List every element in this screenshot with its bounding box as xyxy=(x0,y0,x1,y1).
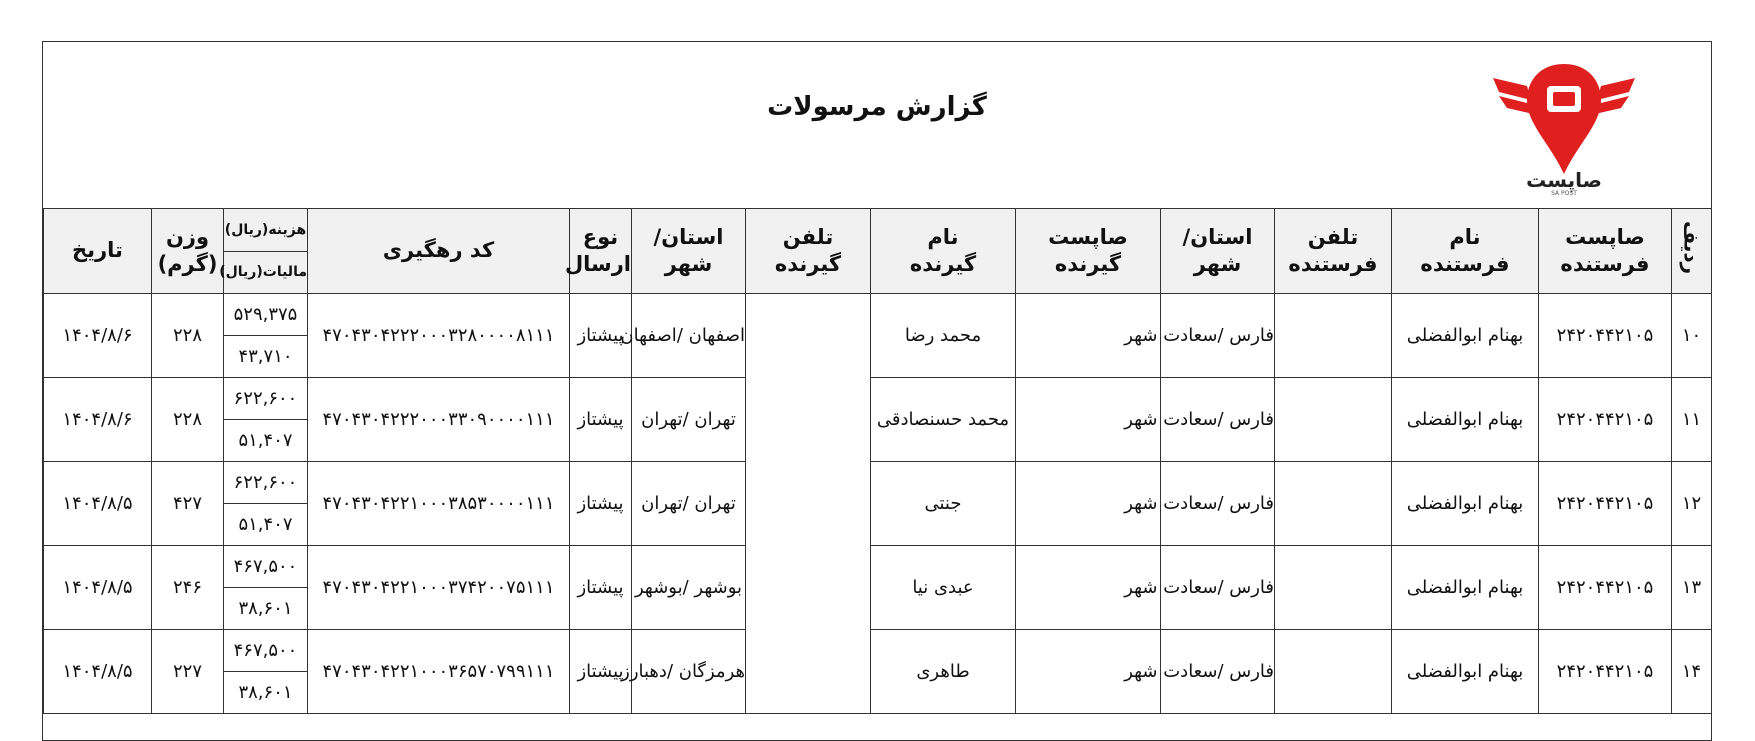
col-tracking: کد رهگیری xyxy=(308,209,570,294)
table-row xyxy=(44,378,1712,420)
cell-date: ۱۴۰۴/۸/۶ xyxy=(44,378,152,462)
cell-destination: تهران /تهران xyxy=(632,378,746,462)
cell-weight: ۲۴۶ xyxy=(152,546,224,630)
table-row xyxy=(44,630,1712,672)
cell-sender-phone xyxy=(1275,630,1392,714)
cell-date: ۱۴۰۴/۸/۶ xyxy=(44,294,152,378)
cell-sender-phone xyxy=(1275,546,1392,630)
cell-date: ۱۴۰۴/۸/۵ xyxy=(44,546,152,630)
col-send-type: نوع ارسال xyxy=(570,209,632,294)
cell-row-no: ۱۱ xyxy=(1672,378,1712,462)
report-frame xyxy=(42,41,1712,741)
cell-cost: ۵۲۹,۳۷۵ xyxy=(224,294,308,336)
table-header-row xyxy=(44,209,1712,294)
col-date: تاریخ xyxy=(44,209,152,294)
cell-destination: تهران /تهران xyxy=(632,462,746,546)
logo-wordmark: صاپست xyxy=(1526,168,1602,192)
col-receiver-phone: تلفن گیرنده xyxy=(746,209,871,294)
cell-receiver-name: جنتی xyxy=(871,462,1016,546)
col-sender-phone: تلفن فرستنده xyxy=(1275,209,1392,294)
col-row-no: ردیف xyxy=(1672,209,1712,294)
cell-tax: ۵۱,۴۰۷ xyxy=(224,504,308,546)
cell-sender-name: بهنام ابوالفضلی xyxy=(1392,546,1539,630)
cell-row-no: ۱۴ xyxy=(1672,630,1712,714)
cell-cost: ۶۲۲,۶۰۰ xyxy=(224,378,308,420)
col-cost-tax xyxy=(219,209,308,294)
cell-date: ۱۴۰۴/۸/۵ xyxy=(44,630,152,714)
cell-tracking: ۴۷۰۴۳۰۴۲۲۱۰۰۰۳۸۵۳۰۰۰۰۱۱۱ xyxy=(308,462,570,546)
col-destination: استان/ شهر xyxy=(632,209,746,294)
report-title: گزارش مرسولات xyxy=(767,92,987,122)
cell-origin: فارس /سعادت شهر xyxy=(1161,546,1275,630)
cell-sender-sapost: ۲۴۲۰۴۴۲۱۰۵ xyxy=(1539,546,1672,630)
cell-weight: ۲۲۸ xyxy=(152,294,224,378)
cell-destination: بوشهر /بوشهر xyxy=(632,546,746,630)
col-sender-sapost: صاپست فرستنده xyxy=(1539,209,1672,294)
col-receiver-sapost: صاپست گیرنده xyxy=(1016,209,1161,294)
cell-receiver-name: محمد حسنصادقی xyxy=(871,378,1016,462)
cell-tax: ۳۸,۶۰۱ xyxy=(224,588,308,630)
col-sender-name: نام فرستنده xyxy=(1392,209,1539,294)
cell-origin: فارس /سعادت شهر xyxy=(1161,378,1275,462)
cell-send-type: پیشتاز xyxy=(570,546,632,630)
report-header xyxy=(43,42,1711,209)
col-origin: استان/ شهر xyxy=(1161,209,1275,294)
shipments-table xyxy=(43,208,1712,714)
cell-cost: ۶۲۲,۶۰۰ xyxy=(224,462,308,504)
cell-weight: ۲۲۸ xyxy=(152,378,224,462)
cell-send-type: پیشتاز xyxy=(570,462,632,546)
cell-sender-phone xyxy=(1275,294,1392,378)
sapost-logo xyxy=(1489,56,1639,196)
cell-cost: ۴۶۷,۵۰۰ xyxy=(224,630,308,672)
cell-tax: ۴۳,۷۱۰ xyxy=(224,336,308,378)
cell-row-no: ۱۰ xyxy=(1672,294,1712,378)
cell-row-no: ۱۳ xyxy=(1672,546,1712,630)
cell-tracking: ۴۷۰۴۳۰۴۲۲۲۰۰۰۳۳۰۹۰۰۰۰۱۱۱ xyxy=(308,378,570,462)
cell-tracking: ۴۷۰۴۳۰۴۲۲۱۰۰۰۳۷۴۲۰۰۷۵۱۱۱ xyxy=(308,546,570,630)
cell-date: ۱۴۰۴/۸/۵ xyxy=(44,462,152,546)
cell-weight: ۴۲۷ xyxy=(152,462,224,546)
cell-row-no: ۱۲ xyxy=(1672,462,1712,546)
cell-send-type: پیشتاز xyxy=(570,378,632,462)
cell-destination: اصفهان /اصفهان xyxy=(632,294,746,378)
cell-receiver-name: طاهری xyxy=(871,630,1016,714)
col-tax: مالیات(ریال) xyxy=(224,251,307,293)
cell-send-type: پیشتاز xyxy=(570,294,632,378)
cell-sender-name: بهنام ابوالفضلی xyxy=(1392,294,1539,378)
cell-sender-phone xyxy=(1275,378,1392,462)
cell-origin: فارس /سعادت شهر xyxy=(1161,462,1275,546)
table-row xyxy=(44,462,1712,504)
cell-tracking: ۴۷۰۴۳۰۴۲۲۱۰۰۰۳۶۵۷۰۷۹۹۱۱۱ xyxy=(308,630,570,714)
cell-sender-sapost: ۲۴۲۰۴۴۲۱۰۵ xyxy=(1539,630,1672,714)
cell-sender-sapost: ۲۴۲۰۴۴۲۱۰۵ xyxy=(1539,378,1672,462)
table-row xyxy=(44,546,1712,588)
cell-tax: ۵۱,۴۰۷ xyxy=(224,420,308,462)
col-cost: هزینه(ریال) xyxy=(224,221,307,238)
cell-destination: هرمزگان /دهبارز xyxy=(632,630,746,714)
cell-origin: فارس /سعادت شهر xyxy=(1161,630,1275,714)
cell-sender-name: بهنام ابوالفضلی xyxy=(1392,630,1539,714)
col-weight: وزن (گرم) xyxy=(152,209,224,294)
table-row xyxy=(44,294,1712,336)
cell-sender-name: بهنام ابوالفضلی xyxy=(1392,378,1539,462)
cell-weight: ۲۲۷ xyxy=(152,630,224,714)
cell-receiver-name: عبدی نیا xyxy=(871,546,1016,630)
cell-receiver-phone xyxy=(746,294,871,714)
cell-sender-name: بهنام ابوالفضلی xyxy=(1392,462,1539,546)
cell-tracking: ۴۷۰۴۳۰۴۲۲۲۰۰۰۳۲۸۰۰۰۰۸۱۱۱ xyxy=(308,294,570,378)
cell-send-type: پیشتاز xyxy=(570,630,632,714)
cell-cost: ۴۶۷,۵۰۰ xyxy=(224,546,308,588)
cell-receiver-name: محمد رضا xyxy=(871,294,1016,378)
cell-tax: ۳۸,۶۰۱ xyxy=(224,672,308,714)
cell-sender-phone xyxy=(1275,462,1392,546)
logo-subtext: SA POST xyxy=(1551,190,1577,197)
col-receiver-name: نام گیرنده xyxy=(871,209,1016,294)
cell-origin: فارس /سعادت شهر xyxy=(1161,294,1275,378)
cell-sender-sapost: ۲۴۲۰۴۴۲۱۰۵ xyxy=(1539,462,1672,546)
cell-sender-sapost: ۲۴۲۰۴۴۲۱۰۵ xyxy=(1539,294,1672,378)
